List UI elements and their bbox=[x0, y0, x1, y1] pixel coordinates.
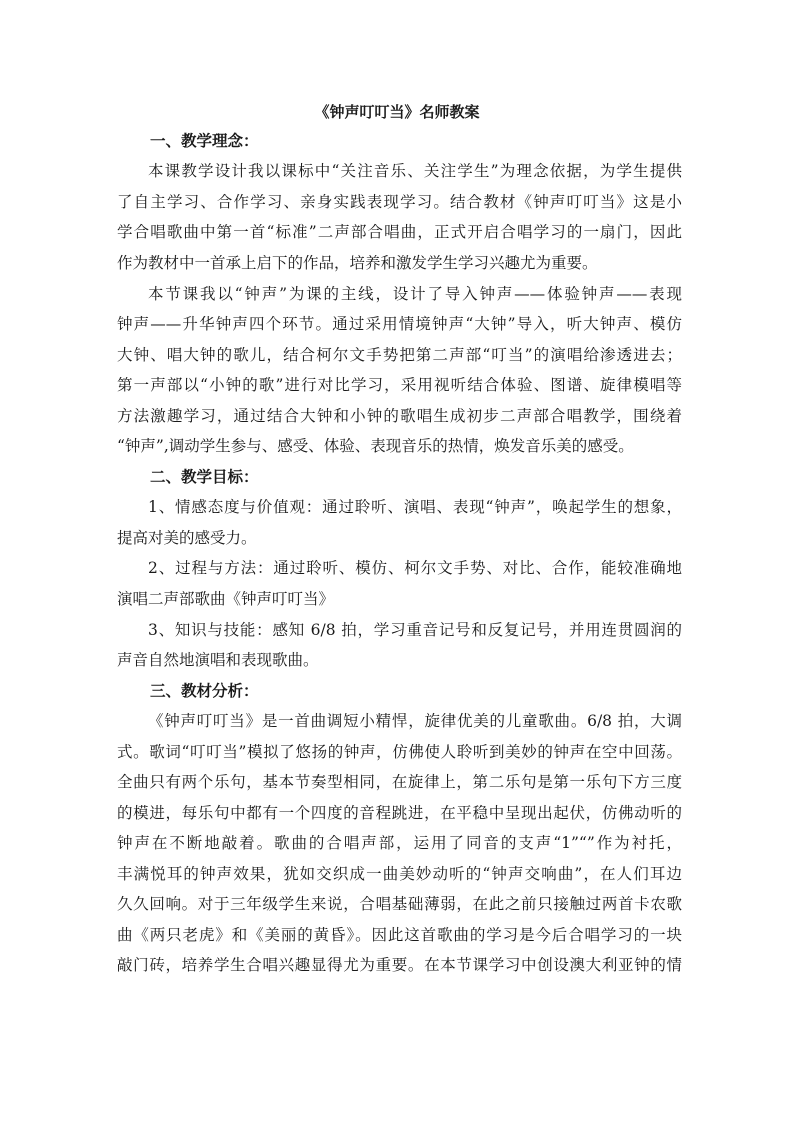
paragraph-line: 声音自然地演唱和表现歌曲。 bbox=[117, 651, 319, 669]
paragraph-line: 了自主学习、合作学习、亲身实践表现学习。结合教材《钟声叮叮当》这是小 bbox=[117, 193, 682, 211]
paragraph-line: 式。歌词“叮叮当”模拟了悠扬的钟声，仿佛使人聆听到美妙的钟声在空中回荡。 bbox=[117, 743, 682, 761]
paragraph-line: 第一声部以“小钟的歌”进行对比学习，采用视听结合体验、图谱、旋律模唱等 bbox=[117, 376, 682, 394]
section-heading-teaching-philosophy: 一、教学理念： bbox=[150, 132, 259, 150]
paragraph-line: 全曲只有两个乐句，基本节奏型相同，在旋律上，第二乐句是第一乐句下方三度 bbox=[117, 773, 682, 791]
paragraph-line: 钟声——升华钟声四个环节。通过采用情境钟声“大钟”导入，听大钟声、模仿 bbox=[117, 315, 682, 333]
paragraph-line: “钟声”,调动学生参与、感受、体验、表现音乐的热情，焕发音乐美的感受。 bbox=[117, 437, 634, 455]
page-title: 《钟声叮叮当》名师教案 bbox=[314, 103, 480, 121]
section-heading-teaching-goals: 二、教学目标： bbox=[150, 468, 259, 486]
paragraph-line: 本课教学设计我以课标中“关注音乐、关注学生”为理念依据，为学生提供 bbox=[148, 162, 682, 180]
paragraph-line: 提高对美的感受力。 bbox=[117, 529, 257, 547]
paragraph-line: 3、知识与技能：感知 6/8 拍，学习重音记号和反复记号，并用连贯圆润的 bbox=[148, 621, 682, 639]
paragraph-line: 曲《两只老虎》和《美丽的黄昏》。因此这首歌曲的学习是今后合唱学习的一块 bbox=[117, 926, 682, 944]
paragraph-line: 《钟声叮叮当》是一首曲调短小精悍，旋律优美的儿童歌曲。6/8 拍，大调 bbox=[148, 712, 682, 730]
paragraph-line: 大钟、唱大钟的歌儿，结合柯尔文手势把第二声部“叮当”的演唱给渗透进去； bbox=[117, 346, 682, 364]
paragraph-line: 丰满悦耳的钟声效果，犹如交织成一曲美妙动听的“钟声交响曲”，在人们耳边 bbox=[117, 865, 682, 883]
paragraph-line: 敲门砖，培养学生合唱兴趣显得尤为重要。在本节课学习中创设澳大利亚钟的情 bbox=[117, 956, 682, 974]
paragraph-line: 本节课我以“钟声”为课的主线，设计了导入钟声——体验钟声——表现 bbox=[148, 285, 682, 303]
paragraph-line: 钟声在不断地敲着。歌曲的合唱声部，运用了同音的支声“1”“”作为衬托， bbox=[117, 834, 682, 852]
paragraph-line: 1、情感态度与价值观：通过聆听、演唱、表现“钟声”，唤起学生的想象， bbox=[148, 498, 682, 516]
paragraph-line: 作为教材中一首承上启下的作品，培养和激发学生学习兴趣尤为重要。 bbox=[117, 254, 598, 272]
paragraph-line: 方法激趣学习，通过结合大钟和小钟的歌唱生成初步二声部合唱教学，围绕着 bbox=[117, 407, 682, 425]
section-heading-material-analysis: 三、教材分析： bbox=[150, 682, 259, 700]
paragraph-line: 久久回响。对于三年级学生来说，合唱基础薄弱，在此之前只接触过两首卡农歌 bbox=[117, 895, 682, 913]
paragraph-line: 2、过程与方法：通过聆听、模仿、柯尔文手势、对比、合作，能较准确地 bbox=[148, 559, 682, 577]
paragraph-line: 的模进，每乐句中都有一个四度的音程跳进，在平稳中呈现出起伏，仿佛动听的 bbox=[117, 804, 682, 822]
paragraph-line: 演唱二声部歌曲《钟声叮叮当》 bbox=[117, 590, 335, 608]
paragraph-line: 学合唱歌曲中第一首“标准”二声部合唱曲，正式开启合唱学习的一扇门，因此 bbox=[117, 223, 682, 241]
